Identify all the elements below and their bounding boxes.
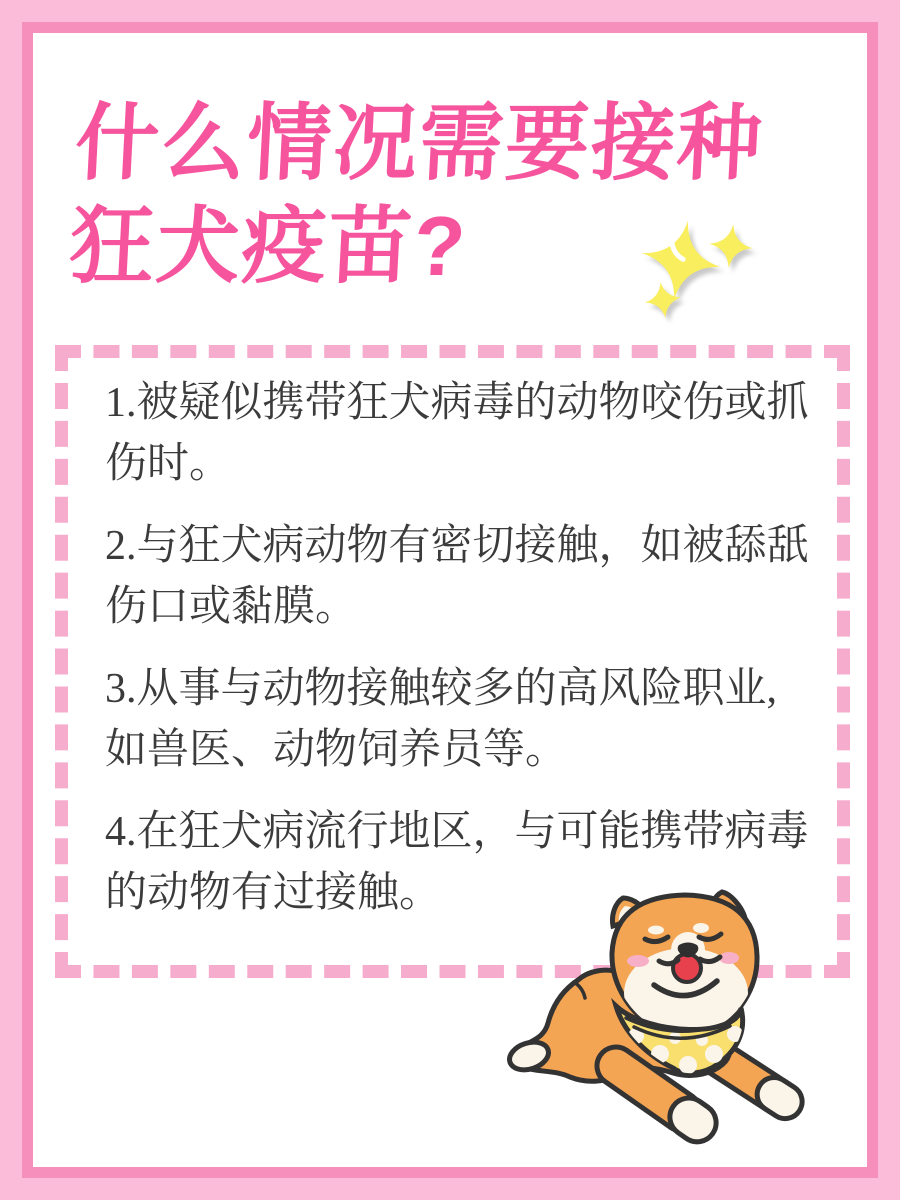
vaccination-point-2: 2.与狂犬病动物有密切接触，如被舔舐伤口或黏膜。 (105, 523, 809, 630)
title-line-2: 狂犬疫苗? (67, 199, 470, 293)
vaccination-point-1: 1.被疑似携带狂犬病毒的动物咬伤或抓伤时。 (105, 380, 809, 487)
title-line-1: 什么情况需要接种 (72, 96, 766, 190)
shiba-dog-illustration (488, 868, 880, 1160)
sparkle-icon (633, 208, 755, 326)
vaccination-point-4: 4.在狂犬病流行地区，与可能携带病毒的动物有过接触。 (105, 809, 809, 916)
vaccination-point-3: 3.从事与动物接触较多的高风险职业,如兽医、动物饲养员等。 (105, 666, 778, 773)
